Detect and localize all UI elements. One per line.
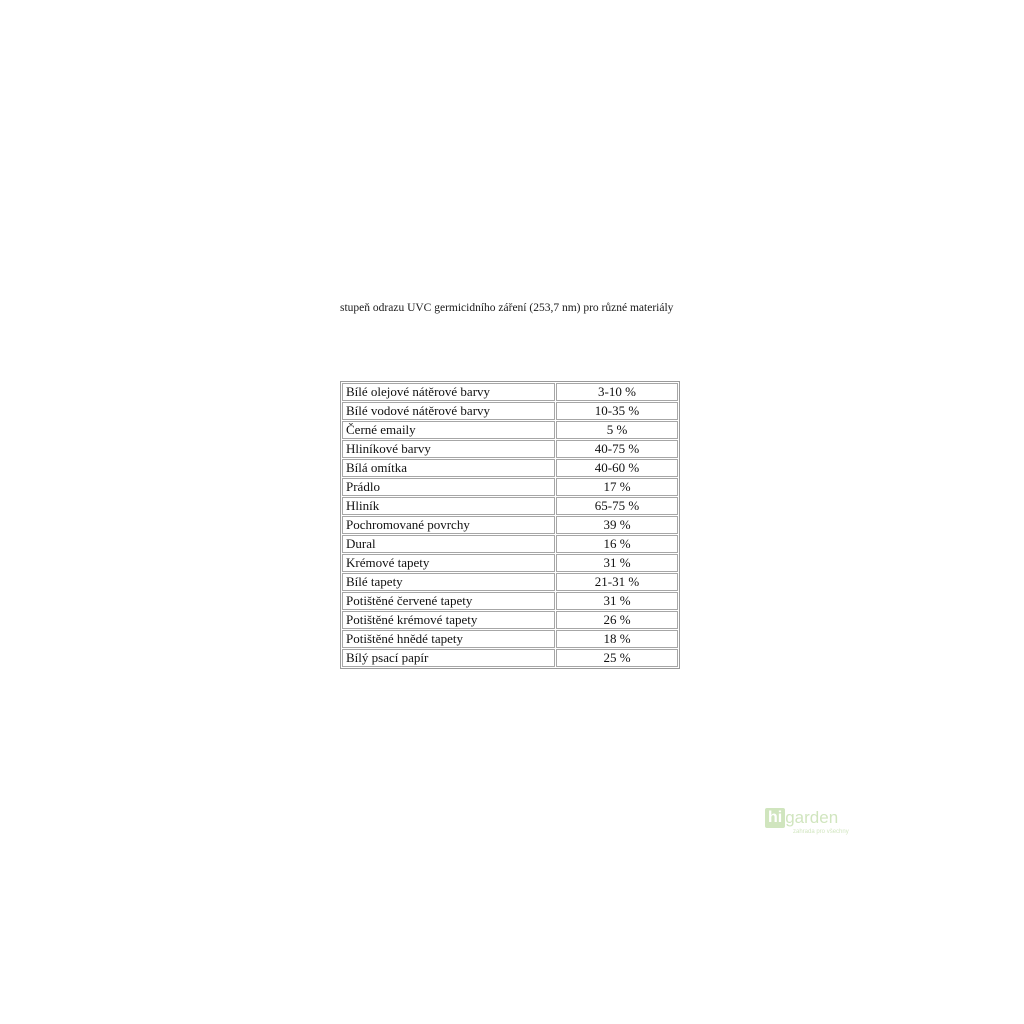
table-row bbox=[342, 630, 678, 648]
table-row bbox=[342, 516, 678, 534]
material-cell: Krémové tapety bbox=[342, 554, 555, 572]
value-cell: 17 % bbox=[556, 478, 678, 496]
material-cell: Prádlo bbox=[342, 478, 555, 496]
table-row bbox=[342, 421, 678, 439]
value-cell: 40-60 % bbox=[556, 459, 678, 477]
value-cell: 65-75 % bbox=[556, 497, 678, 515]
watermark-logo bbox=[765, 808, 849, 836]
material-cell: Hliník bbox=[342, 497, 555, 515]
material-cell: Pochromované povrchy bbox=[342, 516, 555, 534]
table-row bbox=[342, 383, 678, 401]
material-cell: Hliníkové barvy bbox=[342, 440, 555, 458]
logo-word: garden bbox=[785, 808, 839, 827]
material-cell: Bílé olejové nátěrové barvy bbox=[342, 383, 555, 401]
value-cell: 25 % bbox=[556, 649, 678, 667]
reflectance-table bbox=[340, 381, 680, 669]
material-cell: Potištěné hnědé tapety bbox=[342, 630, 555, 648]
table-row bbox=[342, 554, 678, 572]
value-cell: 39 % bbox=[556, 516, 678, 534]
value-cell: 40-75 % bbox=[556, 440, 678, 458]
material-cell: Bílý psací papír bbox=[342, 649, 555, 667]
table-caption: stupeň odrazu UVC germicidního záření (253,7 nm) pro různé materiály bbox=[340, 302, 674, 314]
value-cell: 3-10 % bbox=[556, 383, 678, 401]
material-cell: Potištěné červené tapety bbox=[342, 592, 555, 610]
logo-tagline: zahrada pro všechny bbox=[793, 829, 849, 835]
table-row bbox=[342, 478, 678, 496]
table-row bbox=[342, 573, 678, 591]
value-cell: 5 % bbox=[556, 421, 678, 439]
value-cell: 26 % bbox=[556, 611, 678, 629]
material-cell: Bílé tapety bbox=[342, 573, 555, 591]
table-row bbox=[342, 592, 678, 610]
table-row bbox=[342, 459, 678, 477]
logo-mark: hi bbox=[765, 808, 785, 828]
value-cell: 18 % bbox=[556, 630, 678, 648]
table-row bbox=[342, 402, 678, 420]
value-cell: 21-31 % bbox=[556, 573, 678, 591]
table-row bbox=[342, 535, 678, 553]
value-cell: 10-35 % bbox=[556, 402, 678, 420]
material-cell: Černé emaily bbox=[342, 421, 555, 439]
material-cell: Bílá omítka bbox=[342, 459, 555, 477]
table-row bbox=[342, 497, 678, 515]
value-cell: 31 % bbox=[556, 554, 678, 572]
table-row bbox=[342, 649, 678, 667]
table-row bbox=[342, 611, 678, 629]
value-cell: 31 % bbox=[556, 592, 678, 610]
material-cell: Bílé vodové nátěrové barvy bbox=[342, 402, 555, 420]
material-cell: Potištěné krémové tapety bbox=[342, 611, 555, 629]
material-cell: Dural bbox=[342, 535, 555, 553]
table-row bbox=[342, 440, 678, 458]
value-cell: 16 % bbox=[556, 535, 678, 553]
